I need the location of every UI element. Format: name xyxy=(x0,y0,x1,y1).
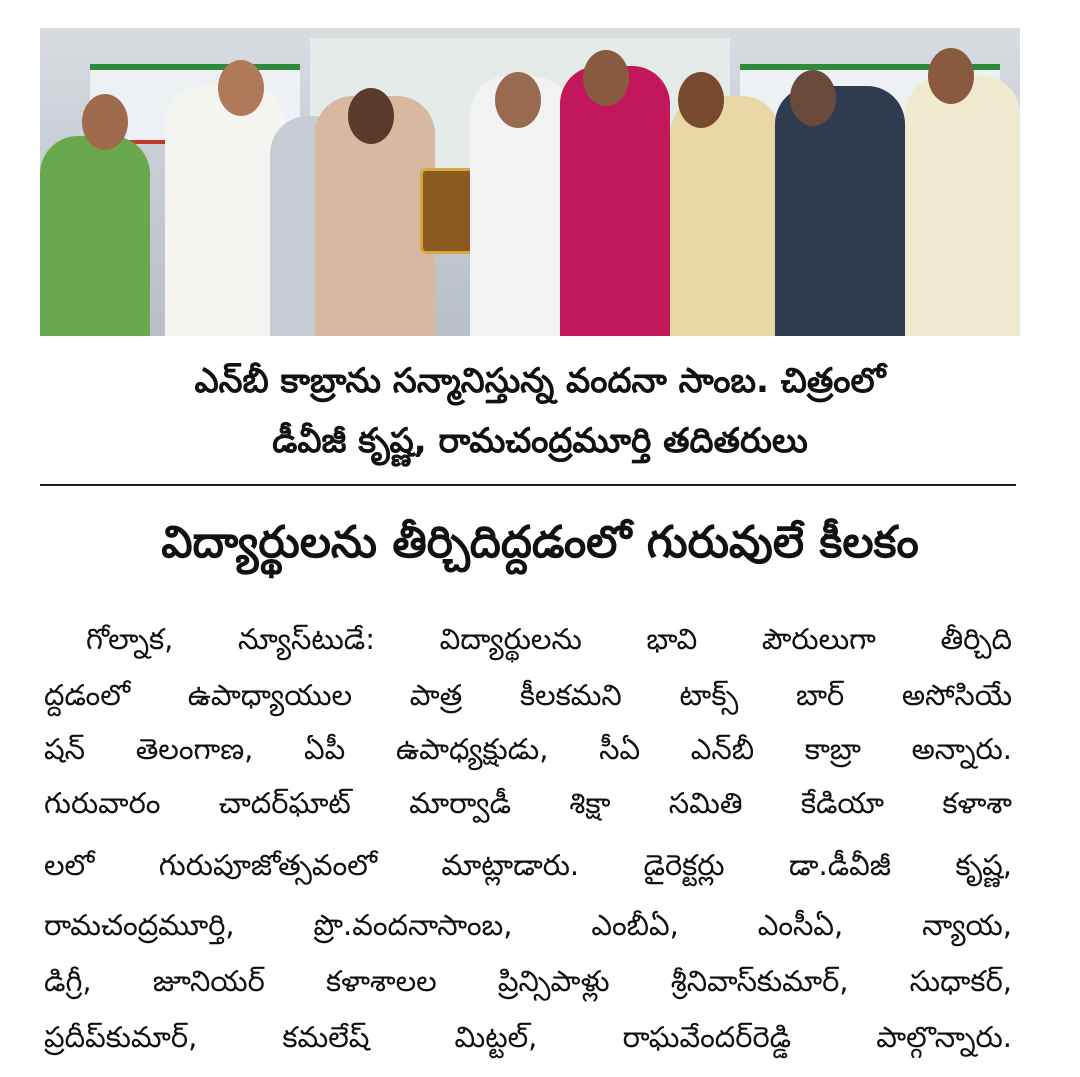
article-body-line: ప్రదీప్‌కుమార్, కమలేష్ మిట్టల్, రాఘవేందర్‌రెడ్డి పాల్గొన్నారు. xyxy=(44,1020,1012,1054)
news-photo xyxy=(40,28,1020,336)
person-head xyxy=(82,94,128,150)
photo-caption-line-1: ఎన్‌బీ కాబ్రాను సన్మానిస్తున్న వందనా సాంబ. చిత్రంలో xyxy=(194,361,886,401)
person-head xyxy=(790,70,836,126)
person-head xyxy=(218,60,264,116)
divider xyxy=(40,484,1016,486)
person xyxy=(560,66,670,336)
article-body-line: రామచంద్రమూర్తి, ప్రొ.వందనాసాంబ, ఎంబీఏ, ఎంసీఏ, న్యాయ, xyxy=(44,908,1012,942)
article-body-line: డిగ్రీ, జూనియర్ కళాశాలల ప్రిన్సిపాళ్లు శ్రీనివాస్‌కుమార్, సుధాకర్, xyxy=(44,964,1012,998)
person-head xyxy=(348,88,394,144)
article-headline: విద్యార్థులను తీర్చిదిద్దడంలో గురువులే కీలకం xyxy=(161,517,919,568)
person xyxy=(670,96,780,336)
person xyxy=(775,86,905,336)
person-head xyxy=(495,72,541,128)
photo-caption-line-2: డీవీజీ కృష్ణ, రామచంద్రమూర్తి తదితరులు xyxy=(272,421,808,461)
person-head xyxy=(928,48,974,104)
article-body-line: ద్దడంలో ఉపాధ్యాయుల పాత్ర కీలకమని టాక్స్ బార్ అసోసియే xyxy=(44,678,1012,712)
article-body-line: గురువారం చాదర్‌ఘాట్ మార్వాడీ శిక్షా సమితి కేడియా కళాశా xyxy=(44,786,1012,820)
article-body-line: లలో గురుపూజోత్సవంలో మాట్లాడారు. డైరెక్టర్లు డా.డీవీజీ కృష్ణ, xyxy=(44,848,1012,882)
article-body-line: షన్ తెలంగాణ, ఏపీ ఉపాధ్యక్షుడు, సీఏ ఎన్‌బీ కాబ్రా అన్నారు. xyxy=(44,732,1012,766)
person-head xyxy=(678,72,724,128)
person xyxy=(165,86,285,336)
person xyxy=(905,76,1020,336)
article-body-line: గోల్నాక, న్యూస్‌టుడే: విద్యార్థులను భావి పౌరులుగా తీర్చిది xyxy=(86,622,1012,656)
person-head xyxy=(583,50,629,106)
person xyxy=(40,136,150,336)
